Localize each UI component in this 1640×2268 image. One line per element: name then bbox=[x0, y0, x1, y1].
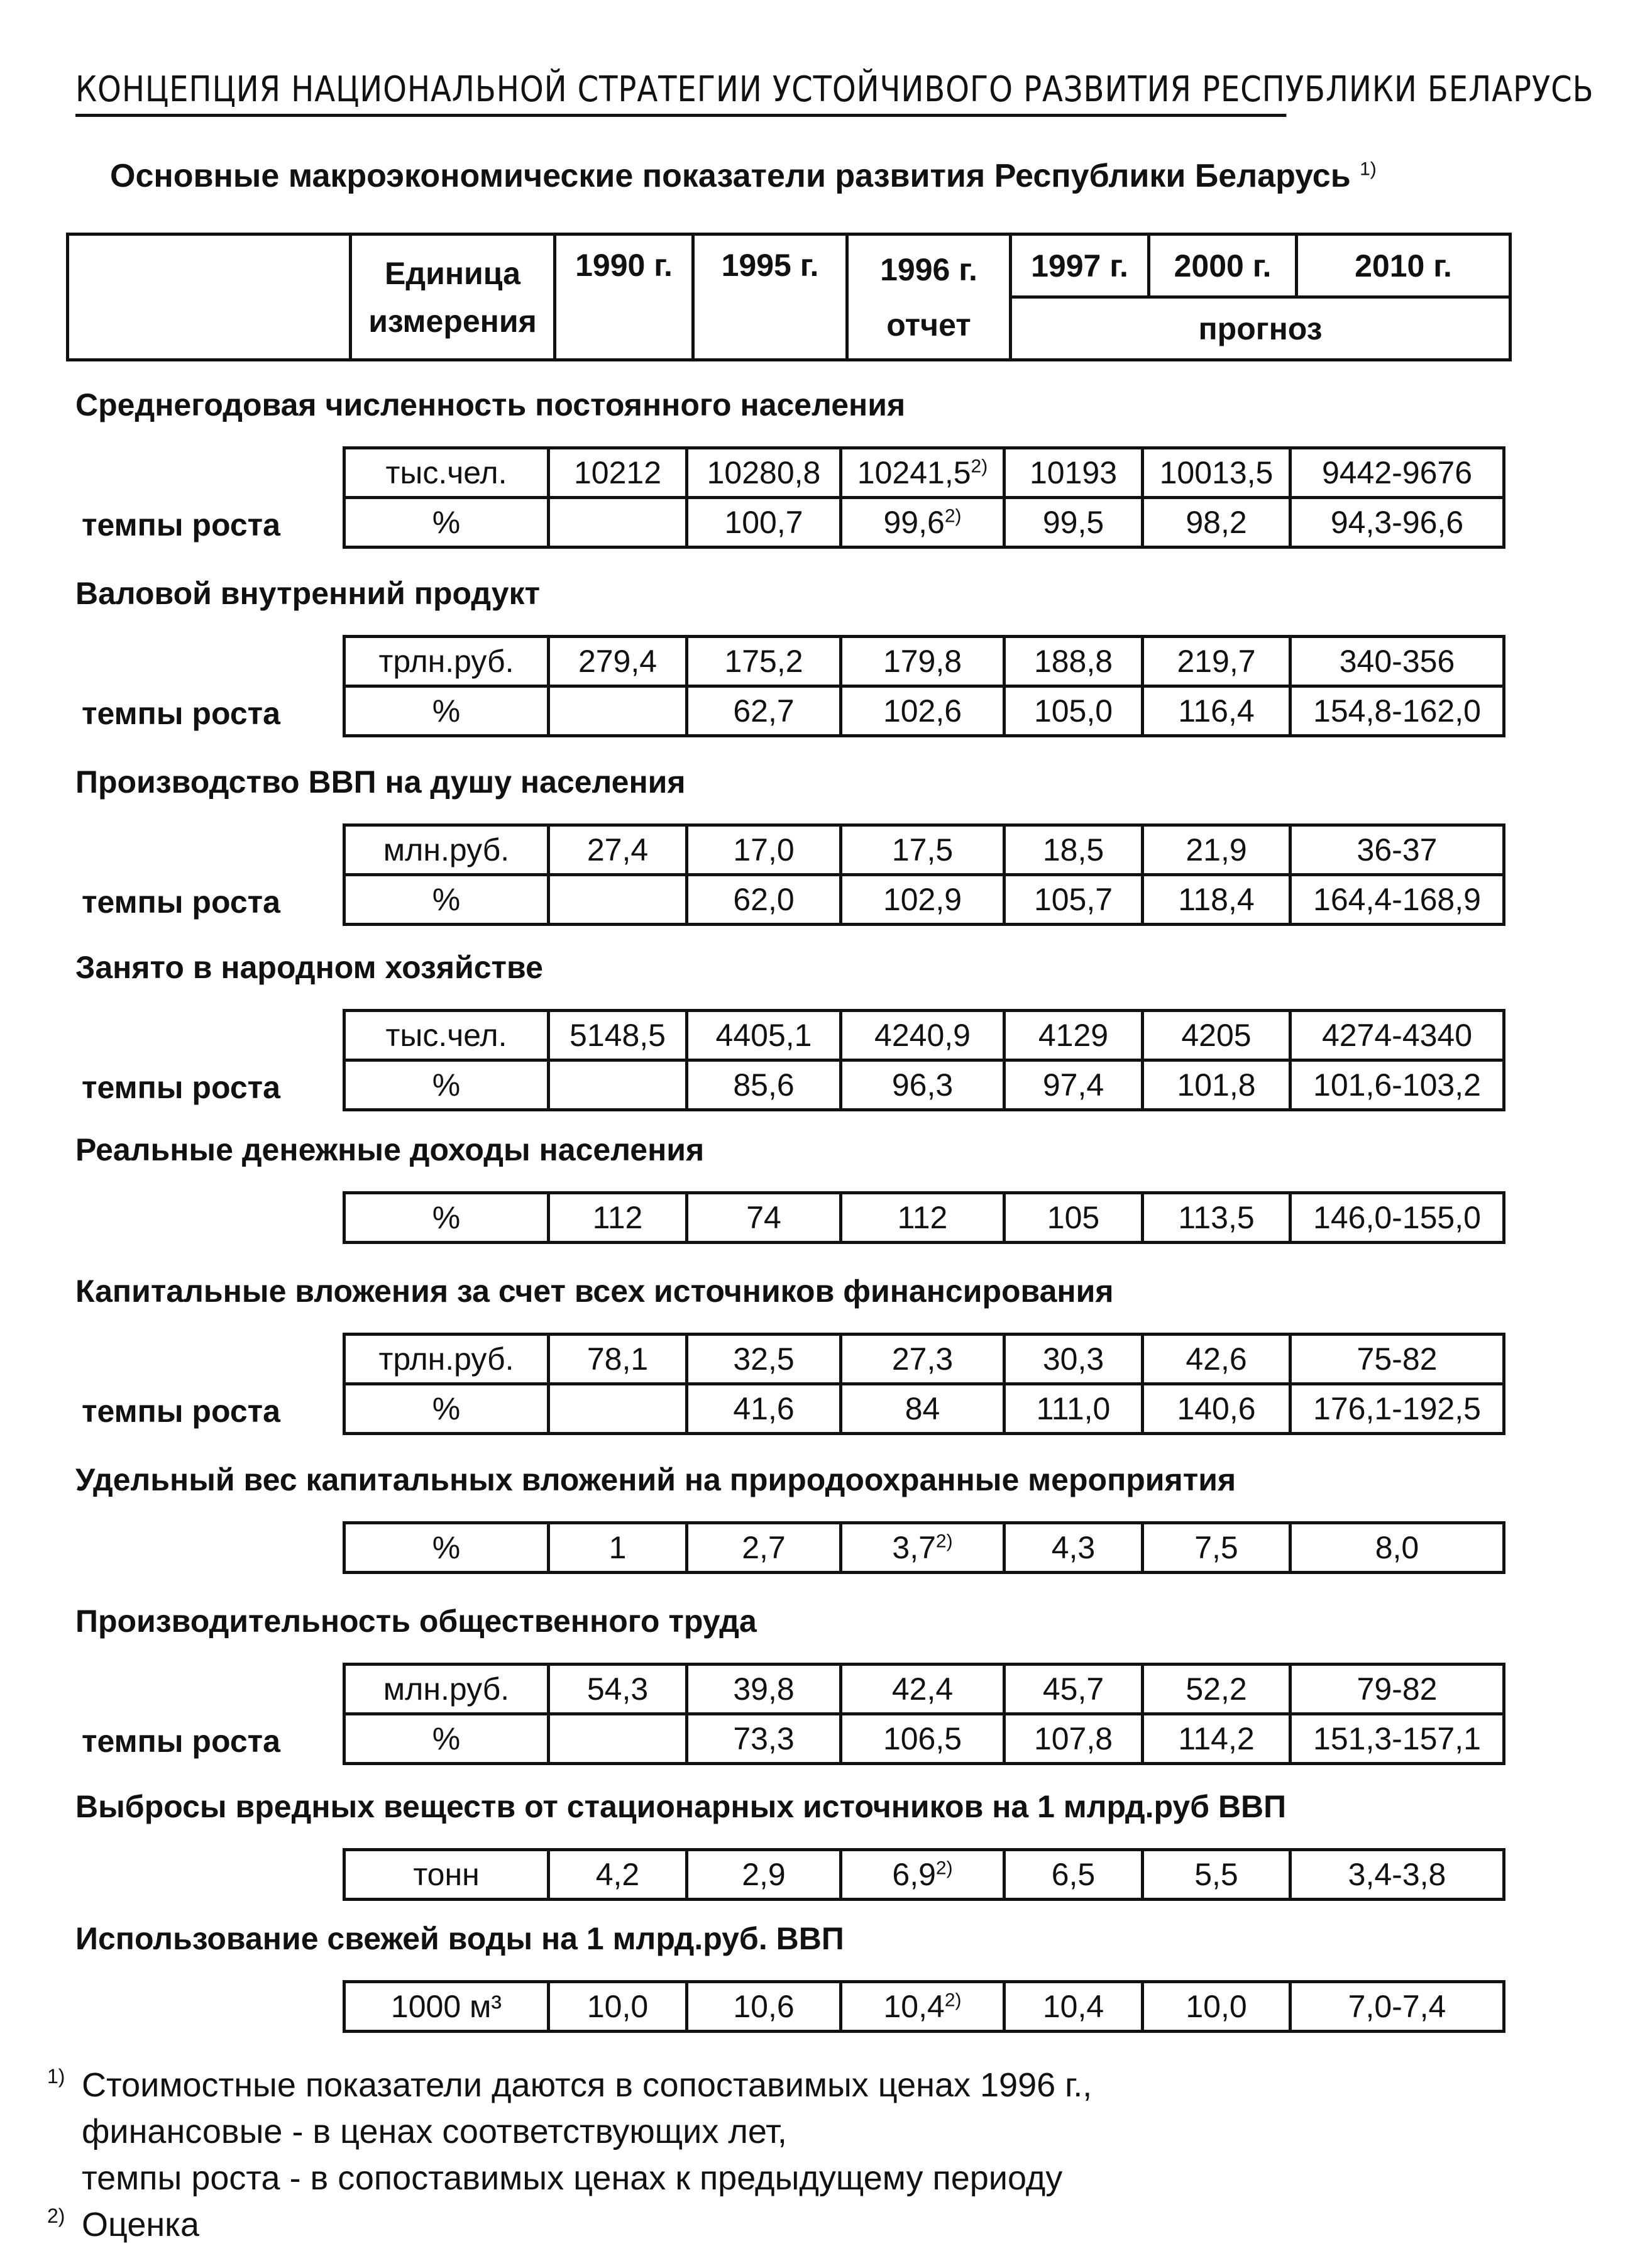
value-cell bbox=[549, 1982, 687, 2032]
value-cell bbox=[1004, 1335, 1143, 1384]
value-text: 10,4 bbox=[1042, 1989, 1104, 2024]
section-title: Реальные денежные доходы населения bbox=[75, 1132, 705, 1167]
value-text: 10212 bbox=[573, 455, 662, 490]
value-text: 27,4 bbox=[586, 832, 649, 867]
value-text: 151,3-157,1 bbox=[1313, 1721, 1481, 1756]
growth-rate-label: темпы роста bbox=[82, 1070, 280, 1105]
footnote-2-mark: 2) bbox=[47, 2205, 65, 2227]
indicator-table bbox=[343, 1521, 1505, 1574]
value-text: 85,6 bbox=[733, 1067, 795, 1103]
value-cell bbox=[841, 1850, 1004, 1900]
footnote-1-text-1: Стоимостные показатели даются в сопоставимых ценах 1996 г., bbox=[82, 2066, 1092, 2104]
unit-cell: % bbox=[344, 1714, 549, 1764]
value-cell bbox=[1143, 1384, 1291, 1434]
value-text: 112 bbox=[897, 1200, 948, 1235]
value-cell bbox=[1291, 1060, 1504, 1110]
value-cell bbox=[549, 875, 687, 925]
table-row bbox=[344, 825, 1504, 875]
value-cell bbox=[1143, 1523, 1291, 1573]
value-text: 112 bbox=[592, 1200, 643, 1235]
value-text: 75-82 bbox=[1357, 1341, 1438, 1377]
table-row bbox=[344, 875, 1504, 925]
section-title: Выбросы вредных веществ от стационарных источников на 1 млрд.руб ВВП bbox=[75, 1789, 1287, 1824]
value-cell bbox=[1143, 1850, 1291, 1900]
value-text: 42,6 bbox=[1186, 1341, 1247, 1377]
value-text: 10,0 bbox=[586, 1989, 649, 2024]
value-text: 4240,9 bbox=[874, 1018, 971, 1053]
value-text: 3,7 bbox=[892, 1530, 936, 1565]
value-cell bbox=[687, 1665, 841, 1714]
value-cell bbox=[841, 686, 1004, 736]
value-text: 105,7 bbox=[1033, 882, 1113, 917]
value-cell bbox=[841, 1384, 1004, 1434]
value-text: 4,3 bbox=[1051, 1530, 1096, 1565]
value-cell bbox=[1004, 1523, 1143, 1573]
value-cell bbox=[1143, 448, 1291, 498]
table-row bbox=[344, 1060, 1504, 1110]
value-cell bbox=[1004, 686, 1143, 736]
header-2010: 2010 г. bbox=[1297, 234, 1511, 297]
value-cell bbox=[841, 1714, 1004, 1764]
header-unit-line2: измерения bbox=[368, 303, 537, 339]
running-head: КОНЦЕПЦИЯ НАЦИОНАЛЬНОЙ СТРАТЕГИИ УСТОЙЧИВОГО РАЗВИТИЯ РЕСПУБЛИКИ БЕЛАРУСЬ bbox=[75, 69, 1286, 117]
section-title: Среднегодовая численность постоянного населения bbox=[75, 387, 906, 422]
value-cell bbox=[1291, 1665, 1504, 1714]
value-cell bbox=[1291, 1193, 1504, 1243]
footnote-1-line-3: темпы роста - в сопоставимых ценах к предыдущему периоду bbox=[82, 2159, 1063, 2197]
value-cell bbox=[687, 1982, 841, 2032]
indicator-table bbox=[343, 1980, 1505, 2033]
value-cell bbox=[1291, 1714, 1504, 1764]
value-text: 7,5 bbox=[1194, 1530, 1238, 1565]
section-title: Использование свежей воды на 1 млрд.руб. ВВП bbox=[75, 1921, 844, 1956]
value-cell bbox=[1143, 498, 1291, 548]
value-cell bbox=[841, 1193, 1004, 1243]
value-text: 102,6 bbox=[883, 693, 962, 729]
header-2000: 2000 г. bbox=[1149, 234, 1297, 297]
value-text: 73,3 bbox=[733, 1721, 795, 1756]
value-text: 5148,5 bbox=[570, 1018, 666, 1053]
value-cell bbox=[1291, 498, 1504, 548]
value-cell bbox=[549, 498, 687, 548]
value-cell bbox=[1004, 498, 1143, 548]
footnote-mark: 2) bbox=[944, 505, 962, 527]
value-cell bbox=[549, 686, 687, 736]
value-cell bbox=[841, 1982, 1004, 2032]
value-text: 188,8 bbox=[1033, 644, 1113, 679]
footnote-2-line bbox=[47, 2201, 1556, 2248]
value-text: 17,5 bbox=[891, 832, 954, 867]
table-row bbox=[344, 1850, 1504, 1900]
value-text: 176,1-192,5 bbox=[1313, 1391, 1481, 1426]
value-text: 1 bbox=[608, 1530, 627, 1565]
value-text: 164,4-168,9 bbox=[1313, 882, 1481, 917]
value-cell bbox=[687, 1011, 841, 1060]
value-text: 30,3 bbox=[1042, 1341, 1104, 1377]
value-text: 140,6 bbox=[1177, 1391, 1256, 1426]
value-cell bbox=[687, 1384, 841, 1434]
table-row bbox=[344, 686, 1504, 736]
footnote-2-text: Оценка bbox=[82, 2206, 200, 2243]
value-text: 105 bbox=[1047, 1200, 1100, 1235]
value-text: 21,9 bbox=[1186, 832, 1247, 867]
value-cell bbox=[841, 1665, 1004, 1714]
growth-rate-label: темпы роста bbox=[82, 696, 280, 731]
value-cell bbox=[1291, 1523, 1504, 1573]
header-unit-line1: Единица bbox=[385, 255, 520, 291]
section-title: Занято в народном хозяйстве bbox=[75, 950, 543, 985]
value-text: 41,6 bbox=[733, 1391, 795, 1426]
value-cell bbox=[1143, 1665, 1291, 1714]
value-cell bbox=[687, 1523, 841, 1573]
value-cell bbox=[687, 1335, 841, 1384]
value-text: 39,8 bbox=[733, 1671, 795, 1707]
value-text: 3,4-3,8 bbox=[1348, 1857, 1446, 1892]
value-text: 2,7 bbox=[742, 1530, 786, 1565]
value-cell bbox=[549, 1384, 687, 1434]
value-text: 84 bbox=[905, 1391, 940, 1426]
unit-cell: % bbox=[344, 1523, 549, 1573]
growth-rate-label: темпы роста bbox=[82, 507, 280, 542]
footnote-mark: 2) bbox=[971, 456, 988, 477]
value-text: 99,5 bbox=[1042, 505, 1104, 540]
value-cell bbox=[1004, 1982, 1143, 2032]
value-cell bbox=[549, 1060, 687, 1110]
value-cell bbox=[1291, 1850, 1504, 1900]
value-cell bbox=[687, 875, 841, 925]
growth-rate-label: темпы роста bbox=[82, 1394, 280, 1429]
value-cell bbox=[841, 498, 1004, 548]
value-cell bbox=[687, 1850, 841, 1900]
value-text: 32,5 bbox=[733, 1341, 795, 1377]
section-title: Удельный вес капитальных вложений на природоохранные мероприятия bbox=[75, 1462, 1236, 1497]
value-cell bbox=[1004, 1060, 1143, 1110]
value-text: 99,6 bbox=[883, 505, 945, 540]
value-text: 8,0 bbox=[1375, 1530, 1419, 1565]
indicator-table bbox=[343, 446, 1505, 549]
value-text: 219,7 bbox=[1177, 644, 1256, 679]
table-row bbox=[344, 1335, 1504, 1384]
value-text: 4,2 bbox=[595, 1857, 640, 1892]
section-title: Производство ВВП на душу населения bbox=[75, 764, 686, 800]
value-cell bbox=[841, 1060, 1004, 1110]
value-text: 62,7 bbox=[733, 693, 795, 729]
value-text: 146,0-155,0 bbox=[1313, 1200, 1481, 1235]
value-cell bbox=[687, 1193, 841, 1243]
value-cell bbox=[1004, 825, 1143, 875]
value-cell bbox=[549, 637, 687, 686]
value-cell bbox=[1143, 875, 1291, 925]
value-text: 42,4 bbox=[891, 1671, 954, 1707]
value-cell bbox=[1143, 637, 1291, 686]
value-cell bbox=[1143, 1193, 1291, 1243]
footnotes bbox=[47, 2062, 1556, 2248]
value-cell bbox=[1143, 1011, 1291, 1060]
value-text: 101,8 bbox=[1177, 1067, 1256, 1103]
value-cell bbox=[1004, 875, 1143, 925]
value-cell bbox=[841, 637, 1004, 686]
value-cell bbox=[549, 1011, 687, 1060]
unit-cell: % bbox=[344, 686, 549, 736]
value-cell bbox=[687, 498, 841, 548]
value-text: 175,2 bbox=[724, 644, 803, 679]
value-cell bbox=[1143, 1982, 1291, 2032]
value-cell bbox=[841, 875, 1004, 925]
footnote-1-mark: 1) bbox=[47, 2065, 65, 2088]
value-cell bbox=[549, 1523, 687, 1573]
header-1996-cell bbox=[847, 234, 1011, 360]
value-text: 18,5 bbox=[1042, 832, 1104, 867]
value-cell bbox=[1291, 448, 1504, 498]
value-cell bbox=[687, 448, 841, 498]
value-text: 10,0 bbox=[1186, 1989, 1247, 2024]
table-row bbox=[344, 1384, 1504, 1434]
value-text: 10280,8 bbox=[707, 455, 821, 490]
unit-cell: млн.руб. bbox=[344, 825, 549, 875]
header-1997: 1997 г. bbox=[1011, 234, 1149, 297]
value-text: 279,4 bbox=[578, 644, 658, 679]
unit-cell: тыс.чел. bbox=[344, 1011, 549, 1060]
value-text: 94,3-96,6 bbox=[1330, 505, 1464, 540]
value-cell bbox=[1004, 448, 1143, 498]
value-cell bbox=[549, 1665, 687, 1714]
value-text: 79-82 bbox=[1357, 1671, 1438, 1707]
value-cell bbox=[1004, 1665, 1143, 1714]
indicator-table bbox=[343, 823, 1505, 926]
unit-cell: % bbox=[344, 498, 549, 548]
value-text: 111,0 bbox=[1036, 1391, 1111, 1426]
table-row bbox=[344, 1982, 1504, 2032]
value-text: 113,5 bbox=[1178, 1200, 1255, 1235]
value-text: 10,4 bbox=[883, 1989, 945, 2024]
value-text: 98,2 bbox=[1186, 505, 1247, 540]
value-text: 114,2 bbox=[1178, 1721, 1255, 1756]
value-cell bbox=[1004, 1850, 1143, 1900]
footnote-mark: 2) bbox=[935, 1531, 953, 1552]
value-text: 10013,5 bbox=[1159, 455, 1274, 490]
unit-cell: % bbox=[344, 1060, 549, 1110]
unit-cell: 1000 м³ bbox=[344, 1982, 549, 2032]
value-text: 4205 bbox=[1181, 1018, 1252, 1053]
value-cell bbox=[687, 825, 841, 875]
title-footnote-mark: 1) bbox=[1360, 158, 1377, 180]
page-title-text: Основные макроэкономические показатели развития Республики Беларусь bbox=[110, 158, 1351, 194]
value-text: 2,9 bbox=[742, 1857, 786, 1892]
section-title: Валовой внутренний продукт bbox=[75, 576, 541, 611]
unit-cell: трлн.руб. bbox=[344, 1335, 549, 1384]
value-text: 105,0 bbox=[1033, 693, 1113, 729]
indicator-table bbox=[343, 1191, 1505, 1244]
value-cell bbox=[1291, 825, 1504, 875]
value-text: 9442-9676 bbox=[1321, 455, 1473, 490]
table-row bbox=[344, 1193, 1504, 1243]
value-cell bbox=[1291, 1011, 1504, 1060]
value-cell bbox=[841, 448, 1004, 498]
footnote-mark: 2) bbox=[944, 1990, 962, 2011]
value-cell bbox=[1291, 686, 1504, 736]
unit-cell: % bbox=[344, 1384, 549, 1434]
value-cell bbox=[841, 1523, 1004, 1573]
table-row bbox=[344, 1011, 1504, 1060]
value-text: 106,5 bbox=[883, 1721, 962, 1756]
value-text: 107,8 bbox=[1033, 1721, 1113, 1756]
value-text: 6,9 bbox=[892, 1857, 936, 1892]
value-text: 118,4 bbox=[1178, 882, 1255, 917]
value-text: 6,5 bbox=[1051, 1857, 1096, 1892]
header-blank-cell bbox=[68, 234, 351, 360]
value-text: 179,8 bbox=[883, 644, 962, 679]
value-cell bbox=[1004, 1714, 1143, 1764]
growth-rate-label: темпы роста bbox=[82, 884, 280, 920]
page-title bbox=[110, 157, 1524, 195]
value-cell bbox=[841, 1011, 1004, 1060]
value-text: 97,4 bbox=[1042, 1067, 1104, 1103]
table-row bbox=[344, 1714, 1504, 1764]
value-text: 10241,5 bbox=[857, 455, 971, 490]
value-cell bbox=[1143, 686, 1291, 736]
header-1996: 1996 г. bbox=[880, 251, 977, 287]
footnote-1-line-1 bbox=[47, 2062, 1556, 2108]
value-text: 4405,1 bbox=[715, 1018, 812, 1053]
section-title: Производительность общественного труда bbox=[75, 1604, 757, 1639]
value-text: 62,0 bbox=[733, 882, 795, 917]
value-cell bbox=[1143, 1060, 1291, 1110]
header-1995: 1995 г. bbox=[693, 234, 847, 360]
value-cell bbox=[1291, 875, 1504, 925]
value-text: 4274-4340 bbox=[1321, 1018, 1473, 1053]
value-text: 74 bbox=[746, 1200, 781, 1235]
value-cell bbox=[549, 1193, 687, 1243]
indicator-table bbox=[343, 1663, 1505, 1765]
value-cell bbox=[549, 1714, 687, 1764]
value-text: 17,0 bbox=[733, 832, 795, 867]
header-forecast: прогноз bbox=[1011, 297, 1511, 360]
value-cell bbox=[1004, 1384, 1143, 1434]
value-cell bbox=[687, 637, 841, 686]
header-1990: 1990 г. bbox=[555, 234, 693, 360]
table-row bbox=[344, 498, 1504, 548]
value-text: 340-356 bbox=[1339, 644, 1455, 679]
indicator-table bbox=[343, 1009, 1505, 1111]
indicator-table bbox=[343, 1333, 1505, 1435]
header-table bbox=[66, 233, 1512, 361]
table-row bbox=[344, 448, 1504, 498]
table-row bbox=[344, 637, 1504, 686]
header-report: отчет bbox=[886, 307, 971, 343]
value-cell bbox=[1004, 1193, 1143, 1243]
value-cell bbox=[549, 1850, 687, 1900]
value-cell bbox=[841, 825, 1004, 875]
unit-cell: млн.руб. bbox=[344, 1665, 549, 1714]
value-cell bbox=[687, 686, 841, 736]
footnote-mark: 2) bbox=[935, 1858, 953, 1879]
indicator-table bbox=[343, 1848, 1505, 1901]
footnote-1-line-2: финансовые - в ценах соответствующих лет, bbox=[82, 2113, 787, 2150]
value-cell bbox=[1291, 637, 1504, 686]
value-text: 78,1 bbox=[586, 1341, 649, 1377]
unit-cell: тыс.чел. bbox=[344, 448, 549, 498]
unit-cell: % bbox=[344, 875, 549, 925]
section-title: Капитальные вложения за счет всех источников финансирования bbox=[75, 1274, 1114, 1309]
unit-cell: % bbox=[344, 1193, 549, 1243]
table-row bbox=[344, 1665, 1504, 1714]
value-cell bbox=[1143, 825, 1291, 875]
value-text: 36-37 bbox=[1357, 832, 1438, 867]
value-text: 154,8-162,0 bbox=[1313, 693, 1481, 729]
value-text: 54,3 bbox=[586, 1671, 649, 1707]
value-text: 45,7 bbox=[1042, 1671, 1104, 1707]
header-unit-cell bbox=[351, 234, 555, 360]
growth-rate-label: темпы роста bbox=[82, 1724, 280, 1759]
value-text: 100,7 bbox=[724, 505, 803, 540]
value-cell bbox=[687, 1714, 841, 1764]
value-cell bbox=[549, 448, 687, 498]
value-cell bbox=[1291, 1384, 1504, 1434]
value-text: 102,9 bbox=[883, 882, 962, 917]
unit-cell: трлн.руб. bbox=[344, 637, 549, 686]
value-text: 10193 bbox=[1029, 455, 1118, 490]
value-cell bbox=[1143, 1335, 1291, 1384]
value-text: 52,2 bbox=[1186, 1671, 1247, 1707]
value-cell bbox=[1004, 1011, 1143, 1060]
value-text: 101,6-103,2 bbox=[1313, 1067, 1481, 1103]
value-cell bbox=[1291, 1982, 1504, 2032]
value-cell bbox=[1004, 637, 1143, 686]
value-cell bbox=[549, 1335, 687, 1384]
value-cell bbox=[841, 1335, 1004, 1384]
value-text: 96,3 bbox=[891, 1067, 954, 1103]
value-text: 4129 bbox=[1038, 1018, 1109, 1053]
unit-cell: тонн bbox=[344, 1850, 549, 1900]
value-text: 10,6 bbox=[733, 1989, 795, 2024]
value-text: 27,3 bbox=[891, 1341, 954, 1377]
value-text: 7,0-7,4 bbox=[1348, 1989, 1446, 2024]
value-text: 116,4 bbox=[1178, 693, 1255, 729]
value-cell bbox=[687, 1060, 841, 1110]
value-cell bbox=[1291, 1335, 1504, 1384]
value-cell bbox=[1143, 1714, 1291, 1764]
indicator-table bbox=[343, 635, 1505, 737]
value-cell bbox=[549, 825, 687, 875]
value-text: 5,5 bbox=[1194, 1857, 1238, 1892]
table-row bbox=[344, 1523, 1504, 1573]
